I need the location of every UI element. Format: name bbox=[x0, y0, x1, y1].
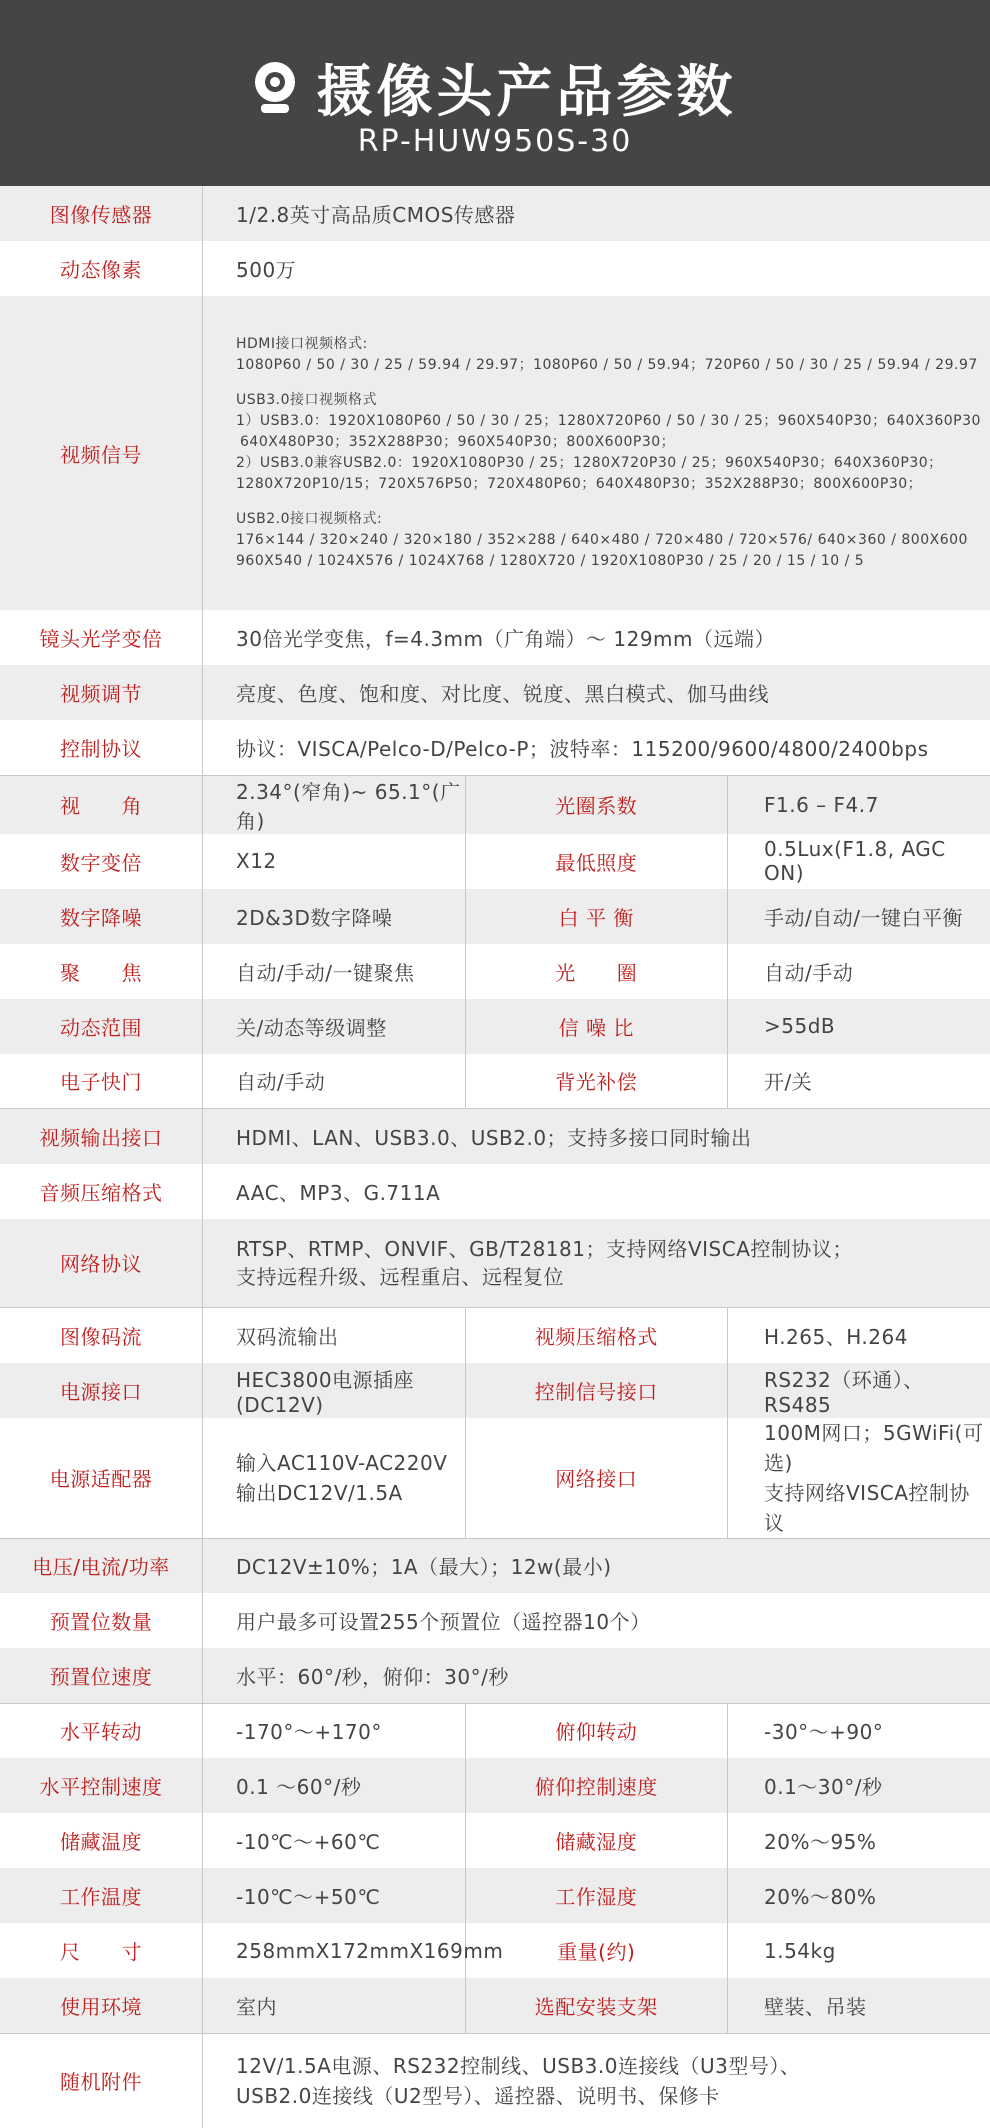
table-row bbox=[0, 1538, 990, 1593]
row-value: 2.34°(窄角)~ 65.1°(广角) bbox=[203, 775, 466, 834]
row-label-2: 光 圈 bbox=[465, 944, 728, 999]
text-line: 12V/1.5A电源、RS232控制线、USB3.0连接线（U3型号）、 bbox=[236, 2051, 990, 2081]
row-value-2: RS232（环通）、RS485 bbox=[728, 1363, 990, 1418]
row-value: 双码流输出 bbox=[203, 1308, 466, 1363]
row-label: 预置位速度 bbox=[0, 1648, 203, 1703]
row-value-2: 0.1～30°/秒 bbox=[728, 1758, 990, 1813]
spec-table bbox=[0, 186, 990, 2128]
video-signal-value bbox=[203, 296, 990, 610]
table-row bbox=[0, 1363, 990, 1418]
row-value-2: 壁装、吊装 bbox=[728, 1978, 990, 2033]
row-value: 1/2.8英寸高品质CMOS传感器 bbox=[203, 186, 990, 241]
row-value-2: 开/关 bbox=[728, 1054, 990, 1109]
row-value-2: >55dB bbox=[728, 999, 990, 1054]
table-row bbox=[0, 296, 990, 610]
table-row bbox=[0, 775, 990, 834]
text-line: 支持网络VISCA控制协议 bbox=[764, 1478, 990, 1538]
row-label: 视频信号 bbox=[0, 296, 203, 610]
row-label: 视 角 bbox=[0, 775, 203, 834]
row-value bbox=[203, 1418, 466, 1539]
table-row bbox=[0, 1593, 990, 1648]
text-line: 960X540 / 1024X576 / 1024X768 / 1280X720 / 1920X1080P30 / 25 / 20 / 15 / 10 / 5 bbox=[236, 551, 990, 572]
text-line: 640X480P30；352X288P30；960X540P30；800X600P30； bbox=[236, 432, 990, 453]
row-label: 视频调节 bbox=[0, 665, 203, 720]
table-row bbox=[0, 999, 990, 1054]
table-row bbox=[0, 1868, 990, 1923]
row-value-2: 自动/手动 bbox=[728, 944, 990, 999]
page-title: 摄像头产品参数 bbox=[317, 48, 737, 128]
row-label: 图像传感器 bbox=[0, 186, 203, 241]
table-row bbox=[0, 944, 990, 999]
row-value: 自动/手动 bbox=[203, 1054, 466, 1109]
row-value: -170°～+170° bbox=[203, 1703, 466, 1758]
row-label: 动态像素 bbox=[0, 241, 203, 296]
row-label: 视频输出接口 bbox=[0, 1109, 203, 1164]
row-value: 协议：VISCA/Pelco-D/Pelco-P；波特率：115200/9600/4800/2400bps bbox=[203, 720, 990, 775]
table-row bbox=[0, 1219, 990, 1308]
row-label: 数字变倍 bbox=[0, 834, 203, 889]
row-value: 500万 bbox=[203, 241, 990, 296]
row-label: 音频压缩格式 bbox=[0, 1164, 203, 1219]
table-row bbox=[0, 1308, 990, 1363]
table-row bbox=[0, 1054, 990, 1109]
row-value: 30倍光学变焦，f=4.3mm（广角端）～ 129mm（远端） bbox=[203, 610, 990, 665]
row-value: 水平：60°/秒，俯仰：30°/秒 bbox=[203, 1648, 990, 1703]
row-label: 图像码流 bbox=[0, 1308, 203, 1363]
row-value: 0.1 ～60°/秒 bbox=[203, 1758, 466, 1813]
row-value-2: -30°～+90° bbox=[728, 1703, 990, 1758]
text-line: 100M网口；5GWiFi(可选) bbox=[764, 1418, 990, 1478]
row-label-2: 俯仰控制速度 bbox=[465, 1758, 728, 1813]
row-label: 水平控制速度 bbox=[0, 1758, 203, 1813]
table-row bbox=[0, 1648, 990, 1703]
row-label: 电子快门 bbox=[0, 1054, 203, 1109]
row-label-2: 白 平 衡 bbox=[465, 889, 728, 944]
table-row bbox=[0, 1418, 990, 1539]
row-label: 工作温度 bbox=[0, 1868, 203, 1923]
row-value: HEC3800电源插座(DC12V) bbox=[203, 1363, 466, 1418]
row-label-2: 选配安装支架 bbox=[465, 1978, 728, 2033]
text-line: 输出DC12V/1.5A bbox=[236, 1478, 465, 1508]
row-value-2: 0.5Lux(F1.8, AGC ON) bbox=[728, 834, 990, 889]
table-row bbox=[0, 2033, 990, 2128]
row-label: 网络协议 bbox=[0, 1219, 203, 1308]
row-value: 关/动态等级调整 bbox=[203, 999, 466, 1054]
table-row bbox=[0, 1758, 990, 1813]
row-label: 使用环境 bbox=[0, 1978, 203, 2033]
text-line: 1）USB3.0：1920X1080P60 / 50 / 30 / 25；1280X720P60 / 50 / 30 / 25；960X540P30；640X360P30 bbox=[236, 411, 990, 432]
row-label-2: 控制信号接口 bbox=[465, 1363, 728, 1418]
row-value-2: 1.54kg bbox=[728, 1923, 990, 1978]
model-number: RP-HUW950S-30 bbox=[0, 124, 990, 159]
row-value: DC12V±10%；1A（最大）；12w(最小) bbox=[203, 1538, 990, 1593]
row-label: 镜头光学变倍 bbox=[0, 610, 203, 665]
row-label-2: 信 噪 比 bbox=[465, 999, 728, 1054]
row-label-2: 光圈系数 bbox=[465, 775, 728, 834]
table-row bbox=[0, 1164, 990, 1219]
row-label: 控制协议 bbox=[0, 720, 203, 775]
text-line: USB2.0接口视频格式: bbox=[236, 509, 990, 530]
row-label-2: 重量(约) bbox=[465, 1923, 728, 1978]
page-header bbox=[0, 0, 990, 186]
text-line: 2）USB3.0兼容USB2.0：1920X1080P30 / 25；1280X720P30 / 25；960X540P30；640X360P30； bbox=[236, 453, 990, 474]
row-value: 258mmX172mmX169mm bbox=[203, 1923, 466, 1978]
text-line: RTSP、RTMP、ONVIF、GB/T28181；支持网络VISCA控制协议； bbox=[236, 1235, 990, 1263]
table-row bbox=[0, 241, 990, 296]
row-label: 电压/电流/功率 bbox=[0, 1538, 203, 1593]
text-line: 1280X720P10/15；720X576P50；720X480P60；640X480P30；352X288P30；800X600P30； bbox=[236, 474, 990, 495]
text-line: 1080P60 / 50 / 30 / 25 / 59.94 / 29.97；1080P60 / 50 / 59.94；720P60 / 50 / 30 / 25 / 59.94 / 29.97 bbox=[236, 355, 990, 376]
webcam-icon bbox=[253, 62, 297, 114]
row-value bbox=[203, 1219, 990, 1308]
row-label: 电源接口 bbox=[0, 1363, 203, 1418]
text-line: USB2.0连接线（U2型号）、遥控器、说明书、保修卡 bbox=[236, 2081, 990, 2111]
row-value: 室内 bbox=[203, 1978, 466, 2033]
table-row bbox=[0, 1923, 990, 1978]
row-value-2 bbox=[728, 1418, 990, 1539]
row-value-2: H.265、H.264 bbox=[728, 1308, 990, 1363]
row-label-2: 视频压缩格式 bbox=[465, 1308, 728, 1363]
row-label: 预置位数量 bbox=[0, 1593, 203, 1648]
row-label: 聚 焦 bbox=[0, 944, 203, 999]
table-row bbox=[0, 610, 990, 665]
text-line: 176×144 / 320×240 / 320×180 / 352×288 / 640×480 / 720×480 / 720×576/ 640×360 / 800X600 bbox=[236, 530, 990, 551]
row-value: -10℃～+50℃ bbox=[203, 1868, 466, 1923]
row-label-2: 网络接口 bbox=[465, 1418, 728, 1539]
row-label-2: 最低照度 bbox=[465, 834, 728, 889]
row-label: 动态范围 bbox=[0, 999, 203, 1054]
row-value: X12 bbox=[203, 834, 466, 889]
table-row bbox=[0, 1978, 990, 2033]
table-row bbox=[0, 834, 990, 889]
text-line: 支持远程升级、远程重启、远程复位 bbox=[236, 1263, 990, 1291]
text-line: USB3.0接口视频格式 bbox=[236, 390, 990, 411]
text-line: 输入AC110V-AC220V bbox=[236, 1448, 465, 1478]
table-row bbox=[0, 1109, 990, 1164]
row-label-2: 背光补偿 bbox=[465, 1054, 728, 1109]
table-row bbox=[0, 1703, 990, 1758]
row-label-2: 俯仰转动 bbox=[465, 1703, 728, 1758]
text-line: HDMI接口视频格式: bbox=[236, 334, 990, 355]
row-label: 数字降噪 bbox=[0, 889, 203, 944]
title-row bbox=[0, 48, 990, 128]
row-label: 水平转动 bbox=[0, 1703, 203, 1758]
row-label: 电源适配器 bbox=[0, 1418, 203, 1539]
table-row bbox=[0, 889, 990, 944]
table-row bbox=[0, 186, 990, 241]
row-value: 2D&3D数字降噪 bbox=[203, 889, 466, 944]
table-row bbox=[0, 1813, 990, 1868]
row-value-2: 20%～80% bbox=[728, 1868, 990, 1923]
row-value bbox=[203, 2033, 990, 2128]
row-label-2: 储藏湿度 bbox=[465, 1813, 728, 1868]
row-value-2: 手动/自动/一键白平衡 bbox=[728, 889, 990, 944]
row-value: 自动/手动/一键聚焦 bbox=[203, 944, 466, 999]
row-value-2: F1.6 – F4.7 bbox=[728, 775, 990, 834]
row-value: 亮度、色度、饱和度、对比度、锐度、黑白模式、伽马曲线 bbox=[203, 665, 990, 720]
row-value: -10℃～+60℃ bbox=[203, 1813, 466, 1868]
row-value: HDMI、LAN、USB3.0、USB2.0；支持多接口同时输出 bbox=[203, 1109, 990, 1164]
row-label: 尺 寸 bbox=[0, 1923, 203, 1978]
table-row bbox=[0, 720, 990, 775]
row-label-2: 工作湿度 bbox=[465, 1868, 728, 1923]
row-label: 储藏温度 bbox=[0, 1813, 203, 1868]
row-label: 随机附件 bbox=[0, 2033, 203, 2128]
row-value-2: 20%～95% bbox=[728, 1813, 990, 1868]
table-row bbox=[0, 665, 990, 720]
row-value: 用户最多可设置255个预置位（遥控器10个） bbox=[203, 1593, 990, 1648]
row-value: AAC、MP3、G.711A bbox=[203, 1164, 990, 1219]
